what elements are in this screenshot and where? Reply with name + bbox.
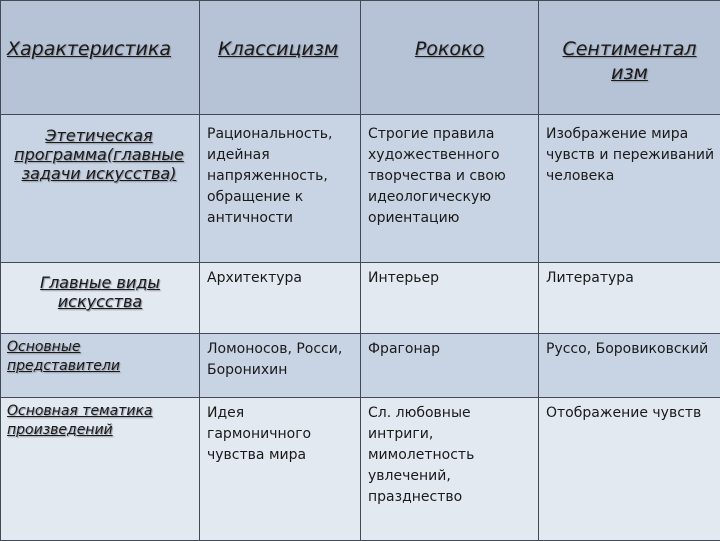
table-cell [539,263,720,334]
table-row [1,334,720,398]
row-label-cell [1,398,200,541]
cell-rococo: Фрагонар [368,339,532,360]
cell-rococo: Сл. любовные интриги, мимолетность увлечений, празднество [368,403,516,508]
header-cell-characteristic [1,1,200,115]
table-cell [361,115,539,263]
header-rococo: Рококо [415,38,484,60]
table-cell [200,398,361,541]
table-cell [361,398,539,541]
table-cell [200,334,361,398]
cell-classicism: Идея гармоничного чувства мира [207,403,352,466]
cell-rococo: Строгие правила художественного творчества и свою идеологическую ориентацию [368,124,532,229]
table-cell [539,398,720,541]
cell-classicism: Рациональность, идейная напряженность, обращение к античности [207,124,356,229]
row-label: Основные представители [7,338,159,376]
cell-sentimentalism: Руссо, Боровиковский [546,339,716,360]
cell-classicism: Ломоносов, Росси, Боронихин [207,339,356,381]
row-label: Главные виды искусства [31,273,169,311]
table-cell [361,263,539,334]
header-characteristic: Характеристика [7,38,171,60]
table-cell [361,334,539,398]
table-cell [539,334,720,398]
row-label: Этетическая программа(главные задачи искусства) [5,126,193,183]
cell-sentimentalism: Отображение чувств [546,403,718,424]
header-row [1,1,720,115]
header-cell-sentimentalism [539,1,720,115]
row-label-cell [1,263,200,334]
header-classicism: Классицизм [218,38,338,60]
table-cell [539,115,720,263]
cell-sentimentalism: Литература [546,268,716,289]
table-cell [200,115,361,263]
cell-classicism: Архитектура [207,268,356,289]
cell-rococo: Интерьер [368,268,532,289]
cell-sentimentalism: Изображение мира чувств и переживаний человека [546,124,716,187]
table-row [1,263,720,334]
table-cell [200,263,361,334]
header-cell-rococo [361,1,539,115]
table-row [1,115,720,263]
table-row [1,398,720,541]
header-cell-classicism [200,1,361,115]
row-label: Основная тематика произведений [7,402,185,440]
row-label-cell [1,115,200,263]
row-label-cell [1,334,200,398]
header-sentimentalism: Сентиментал изм [562,38,696,84]
